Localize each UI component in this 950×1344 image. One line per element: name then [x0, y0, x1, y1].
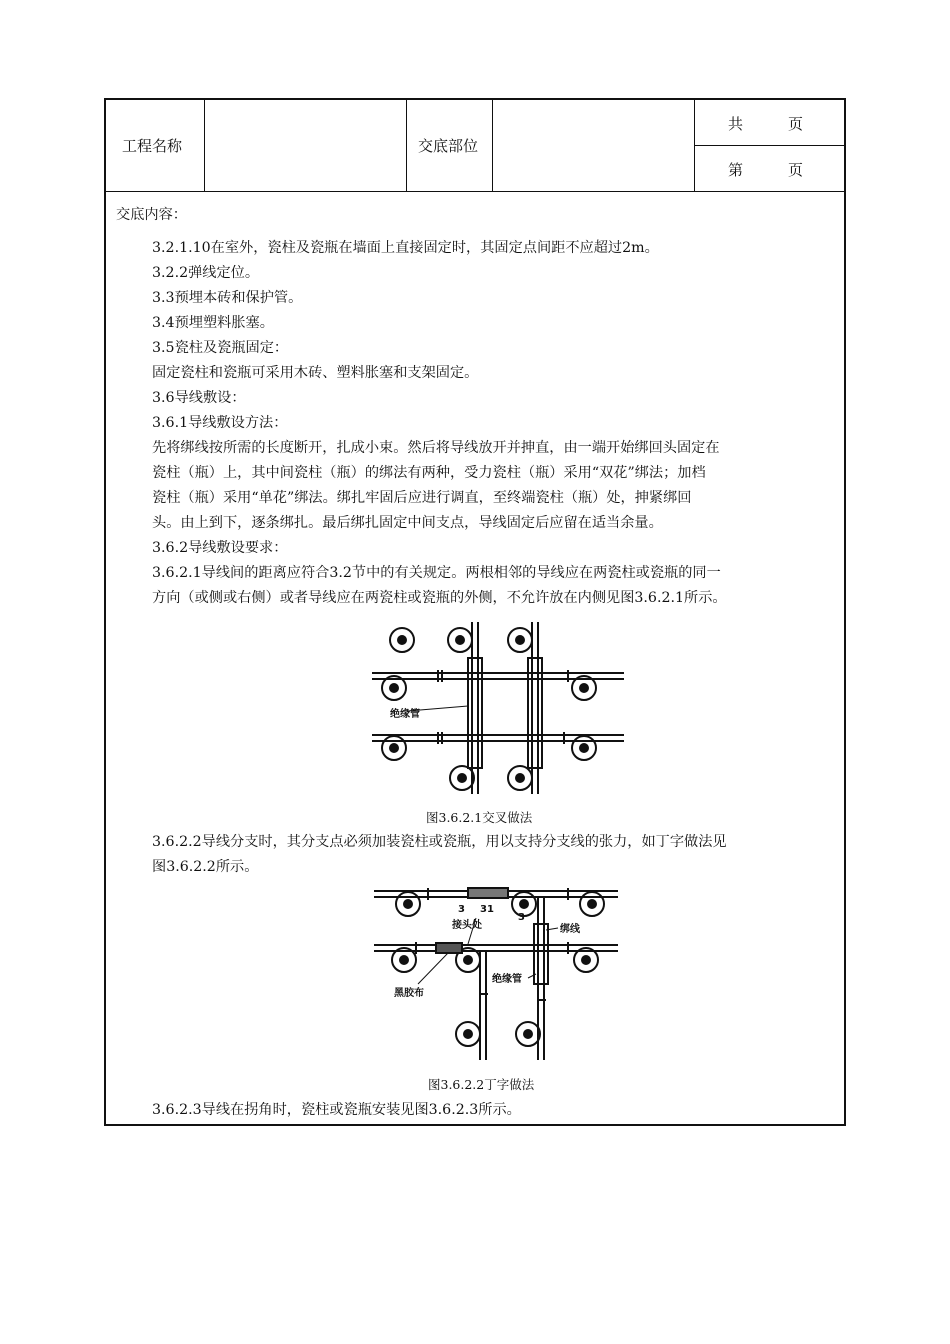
fig2-label-section-mid: 31	[480, 904, 494, 915]
project-name-label: 工程名称	[122, 137, 183, 155]
figure-crossing-method	[368, 618, 628, 798]
content-line-13: 3.6.2导线敷设要求：	[152, 540, 288, 556]
content-line-18: 3.6.2.3导线在拐角时，瓷柱或瓷瓶安装见图3.6.2.3所示。	[152, 1102, 521, 1118]
content-line-12: 头。由上到下，逐条绑扎。最后绑扎固定中间支点，导线固定后应留在适当余量。	[152, 515, 663, 531]
content-line-8: 3.6.1导线敷设方法：	[152, 415, 288, 431]
header-col-line-2	[406, 100, 407, 192]
content-line-10: 瓷柱（瓶）上，其中间瓷柱（瓶）的绑法有两种，受力瓷柱（瓶）采用“双花”绑法；加档	[152, 465, 706, 481]
figure2-caption: 图3.6.2.2丁字做法	[428, 1077, 535, 1092]
fig1-label-insulating-tube: 绝缘管	[390, 709, 420, 720]
fig2-label-black-tape: 黑胶布	[394, 988, 424, 999]
figure1-caption: 图3.6.2.1交叉做法	[426, 810, 533, 825]
fig2-label-joint: 接头处	[452, 920, 482, 931]
content-line-11: 瓷柱（瓶）采用“单花”绑法。绑扎牢固后应进行调直，至终端瓷柱（瓶）处，抻紧绑回	[152, 490, 692, 506]
fig2-label-section-left: 3	[458, 904, 465, 915]
content-line-5: 3.5瓷柱及瓷瓶固定：	[152, 340, 289, 356]
page-count-divider	[694, 145, 846, 146]
content-line-2: 3.2.2弹线定位。	[152, 265, 260, 281]
fig2-label-section-right: 3	[518, 912, 525, 923]
fig2-label-binding: 绑线	[560, 924, 580, 935]
total-pages-field: 共 页	[728, 115, 804, 133]
header-col-line-4	[694, 100, 695, 192]
fig2-label-insulating-tube: 绝缘管	[492, 974, 522, 985]
content-heading: 交底内容：	[116, 207, 187, 223]
figure-t-junction-method	[368, 884, 628, 1068]
page-number-field: 第 页	[728, 161, 804, 179]
content-line-15: 方向（或侧或右侧）或者导线应在两瓷柱或瓷瓶的外侧，不允许放在内侧见图3.6.2.1所示。	[152, 590, 727, 606]
content-line-3: 3.3预埋本砖和保护管。	[152, 290, 303, 306]
disclosure-form	[104, 98, 846, 1126]
content-line-6: 固定瓷柱和瓷瓶可采用木砖、塑料胀塞和支架固定。	[152, 365, 479, 381]
content-line-16: 3.6.2.2导线分支时，其分支点必须加装瓷柱或瓷瓶，用以支持分支线的张力，如丁字做法见	[152, 834, 727, 850]
content-line-7: 3.6导线敷设：	[152, 390, 246, 406]
position-label: 交底部位	[418, 137, 479, 155]
header-col-line-1	[204, 100, 205, 192]
content-line-17: 图3.6.2.2所示。	[152, 859, 259, 875]
header-col-line-3	[492, 100, 493, 192]
header-bottom-line	[106, 191, 846, 192]
content-line-4: 3.4预埋塑料胀塞。	[152, 315, 274, 331]
content-line-14: 3.6.2.1导线间的距离应符合3.2节中的有关规定。两根相邻的导线应在两瓷柱或瓷瓶的同一	[152, 565, 721, 581]
content-line-9: 先将绑线按所需的长度断开，扎成小束。然后将导线放开并抻直，由一端开始绑回头固定在	[152, 440, 720, 456]
content-line-1: 3.2.1.10在室外，瓷柱及瓷瓶在墙面上直接固定时，其固定点间距不应超过2m。	[152, 240, 659, 256]
